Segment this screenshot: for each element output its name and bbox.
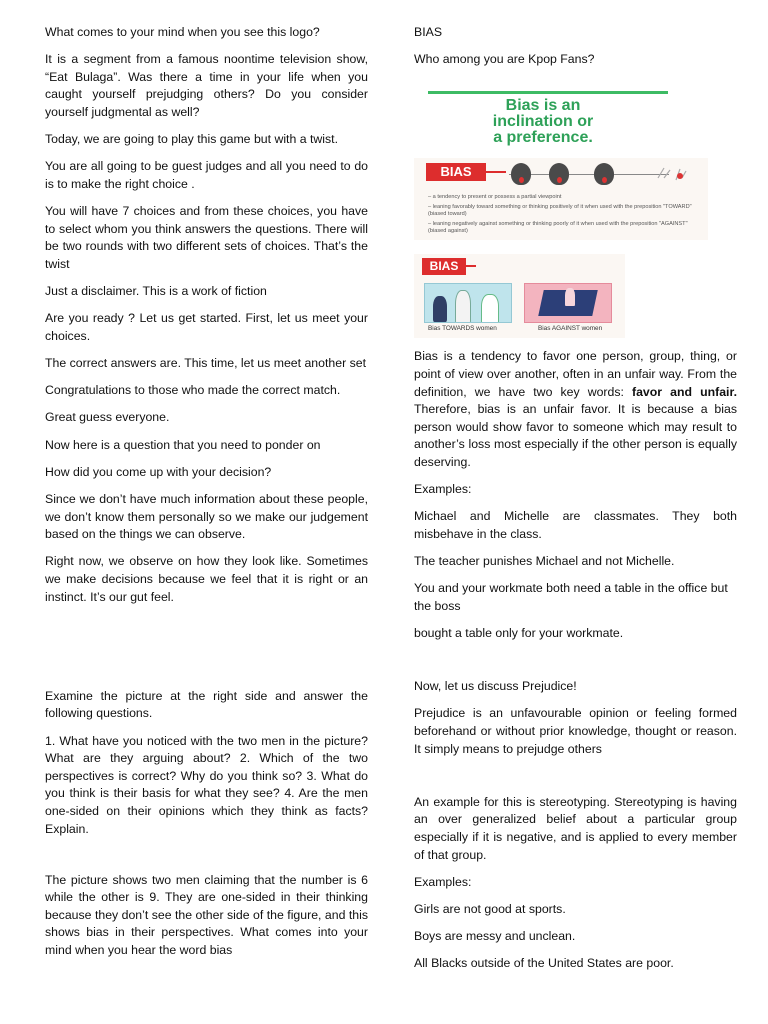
bias-tag: BIAS <box>426 163 486 181</box>
spacer <box>45 616 368 688</box>
spacer <box>45 848 368 872</box>
example-item: bought a table only for your workmate. <box>414 626 624 641</box>
example-item: Girls are not good at sports. <box>414 901 566 916</box>
bird-icon <box>654 164 688 186</box>
figure-caption-line: a preference. <box>493 129 593 147</box>
paragraph: It is a segment from a famous noontime television show, “Eat Bulaga”. Was there a time in your life when you caught yourself prejudging others? Do you consider yourself judgmental as well? <box>45 52 368 119</box>
paragraph: Great guess everyone. <box>45 410 170 425</box>
person-icon <box>565 288 575 306</box>
examples-label: Examples: <box>414 482 472 497</box>
paragraph: Right now, we observe on how they look like. Sometimes we make decisions because we feel that it is right or an instinct. It’s our gut feel. <box>45 554 368 604</box>
bias-definition-paragraph <box>414 348 737 471</box>
closing-paragraph: The picture shows two men claiming that the number is 6 while the other is 9. They are one-sided in their thinking because they don’t see the other side of the figure, and this shows bias in their perspectives. What comes into your mind when you hear the word bias <box>45 872 368 958</box>
example-item: All Blacks outside of the United States are poor. <box>414 956 674 971</box>
example-item: You and your workmate both need a table in the office but the boss <box>414 581 728 613</box>
text-run: Bias is a tendency to favor one person, group, thing, or point of view over another, often in an unfair way. From the definition, we have two key words: <box>414 349 737 399</box>
tag-rule <box>466 265 476 267</box>
paragraph: Now here is a question that you need to ponder on <box>45 437 321 452</box>
spacer <box>414 652 737 678</box>
caption-against: Bias AGAINST women <box>538 325 603 333</box>
tag-rule <box>486 171 506 173</box>
paragraph: You are all going to be guest judges and all you need to do is to make the right choice . <box>45 159 368 191</box>
person-icon <box>481 294 499 323</box>
right-column <box>414 24 737 983</box>
paragraph: Just a disclaimer. This is a work of fiction <box>45 284 267 299</box>
prejudice-intro: Now, let us discuss Prejudice! <box>414 679 577 694</box>
paragraph: Since we don’t have much information about these people, we don’t know them personally so we make our judgement based on the things we can observe. <box>45 492 368 542</box>
caption-towards: Bias TOWARDS women <box>428 325 497 333</box>
spacer <box>414 768 737 794</box>
person-icon <box>433 296 447 322</box>
example-item: The teacher punishes Michael and not Michelle. <box>414 554 675 569</box>
bias-birds-figure <box>414 158 708 240</box>
bird-icon <box>594 163 614 185</box>
figure-caption-line: Bias is an <box>505 97 581 115</box>
wire <box>509 174 669 175</box>
prejudice-definition: Prejudice is an unfavourable opinion or feeling formed beforehand or without prior knowledge, thought or reason. It simply means to prejudge others <box>414 706 737 756</box>
bird-icon <box>511 163 531 185</box>
paragraph: What comes to your mind when you see this logo? <box>45 25 320 39</box>
bias-definition-figure <box>414 78 672 148</box>
person-icon <box>455 290 471 323</box>
key-words: favor and unfair. <box>632 384 737 399</box>
definition-line: – leaning negatively against something or thinking poorly of it when used with the preposition "AGAINST" (biased against) <box>428 221 688 235</box>
bias-women-figure <box>414 254 625 338</box>
paragraph: Are you ready ? Let us get started. First, let us meet your choices. <box>45 311 368 343</box>
paragraph: The correct answers are. This time, let us meet another set <box>45 356 366 371</box>
text-run: Therefore, bias is an unfair favor. It is because a bias person would show favor to someone which may result to another’s loss most especially if the other person is equally deserving. <box>414 402 737 469</box>
examine-intro: Examine the picture at the right side and answer the following questions. <box>45 688 368 721</box>
examples-label: Examples: <box>414 874 472 889</box>
examine-questions: 1. What have you noticed with the two men in the picture? What are they arguing about? 2. Which of the two perspectives is correct? Why do you think so? 3. What do you think is their basis for what they see? 4. Are the men one-sided on their opinions which they think as facts? Explain. <box>45 733 368 836</box>
left-column <box>45 24 368 969</box>
example-item: Michael and Michelle are classmates. They both misbehave in the class. <box>414 509 737 541</box>
definition-line: – leaning favorably toward something or thinking positively of it when used with the preposition "TOWARD" (biased toward) <box>428 204 692 218</box>
green-rule <box>428 91 668 94</box>
paragraph: Today, we are going to play this game but with a twist. <box>45 132 338 147</box>
paragraph: How did you come up with your decision? <box>45 464 272 479</box>
bias-against-illustration <box>524 283 612 323</box>
definition-line: – a tendency to present or possess a partial viewpoint <box>428 194 562 201</box>
paragraph: Congratulations to those who made the correct match. <box>45 383 341 398</box>
kpop-question: Who among you are Kpop Fans? <box>414 52 595 67</box>
bias-heading: BIAS <box>414 25 443 39</box>
stereotype-paragraph: An example for this is stereotyping. Stereotyping is having an over generalized belief about a particular group especially if it is negative, and is applied to every member of that group. <box>414 794 737 862</box>
example-item: Boys are messy and unclean. <box>414 929 576 944</box>
paragraph: You will have 7 choices and from these choices, you have to select whom you think answers the questions. There will be two rounds with two different sets of choices. That’s the twist <box>45 204 368 271</box>
bias-towards-illustration <box>424 283 512 323</box>
bird-icon <box>549 163 569 185</box>
figure-caption <box>414 98 672 146</box>
bias-tag: BIAS <box>422 258 466 275</box>
figure-caption-line: inclination or <box>492 113 594 131</box>
